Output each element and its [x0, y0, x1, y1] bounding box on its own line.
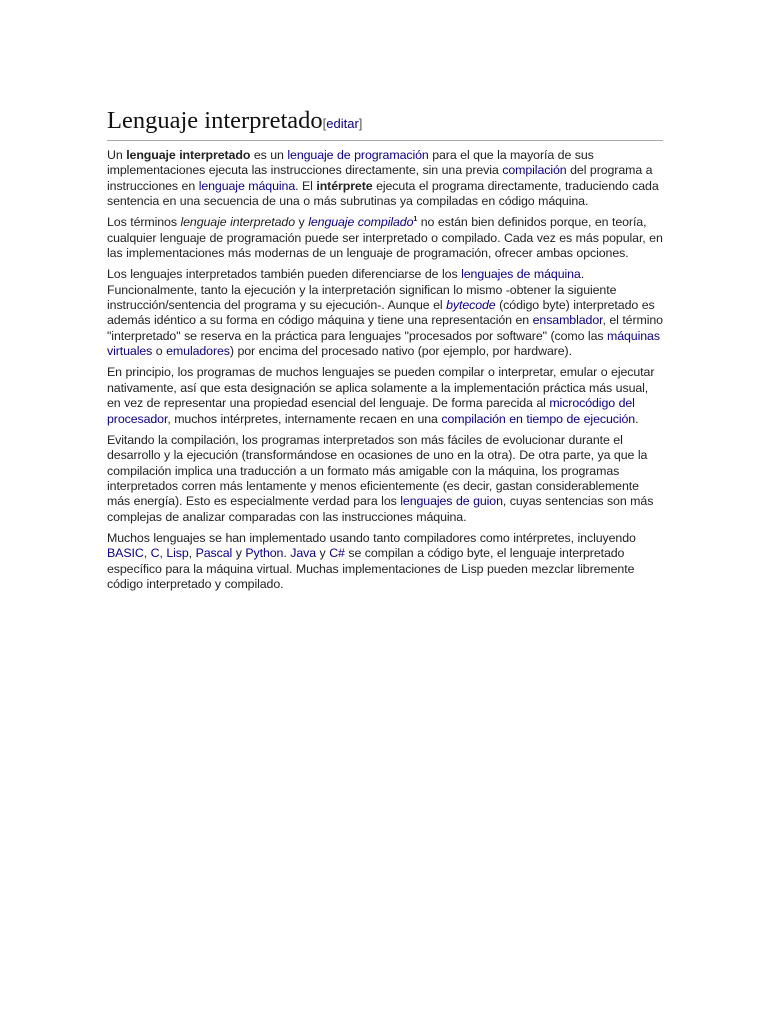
link-maquinas-virtuales[interactable]: máquinas virtuales [107, 328, 660, 359]
edit-section [323, 116, 363, 131]
paragraph-3: Los lenguajes interpretados también pueden diferenciarse de los lenguajes de máquina. Funcionalmente, tanto la ejecución y la interpretación significan lo mismo -obtener la siguiente instrucción/sentencia del programa y su ejecución-. Aunque el bytecode (código byte) interpretado es además idéntico a su forma en código máquina y tiene una representación en ensamblador, el término "interpretado" se reserva en la práctica para lenguajes "procesados por software" (como las máquinas virtuales o emuladores) por encima del procesado nativo (por ejemplo, por hardware). [107, 267, 663, 359]
link-python[interactable]: Python [245, 546, 284, 561]
link-compilacion[interactable]: compilación [502, 163, 567, 178]
article [107, 106, 663, 598]
edit-link[interactable]: editar [326, 116, 359, 131]
paragraph-1: Un lenguaje interpretado es un lenguaje de programación para el que la mayoría de sus implementaciones ejecuta las instrucciones directamente, sin una previa compilación del programa a instrucciones en lenguaje máquina. El intérprete ejecuta el programa directamente, traduciendo cada sentencia en una secuencia de una o más subrutinas ya compiladas en código máquina. [107, 148, 659, 209]
page-title [107, 106, 663, 141]
link-bytecode[interactable]: bytecode [446, 298, 496, 313]
link-lisp[interactable]: Lisp [166, 546, 189, 561]
link-basic[interactable]: BASIC [107, 546, 144, 561]
link-ensamblador[interactable]: ensamblador [532, 313, 603, 328]
bold-term: lenguaje interpretado [126, 148, 251, 162]
link-compilacion-jit[interactable]: compilación en tiempo de ejecución [441, 411, 636, 426]
edit-bracket-open: [ [322, 116, 327, 131]
link-lenguaje-compilado[interactable]: lenguaje compilado [308, 215, 414, 230]
link-pascal[interactable]: Pascal [195, 546, 233, 561]
link-emuladores[interactable]: emuladores [166, 344, 230, 359]
edit-bracket-close: ] [358, 116, 363, 131]
link-lenguajes-de-maquina[interactable]: lenguajes de máquina [461, 267, 581, 282]
bold-interprete: intérprete [316, 178, 373, 193]
link-lenguajes-de-guion[interactable]: lenguajes de guion [400, 494, 503, 509]
footnote-ref[interactable]: 1 [413, 216, 418, 224]
link-csharp[interactable]: C# [329, 546, 345, 561]
title-text: Lenguaje interpretado [107, 107, 323, 134]
article-content [107, 148, 663, 592]
link-microcodigo[interactable]: microcódigo del procesador [107, 396, 635, 426]
paragraph-5: Evitando la compilación, los programas interpretados son más fáciles de evolucionar durante el desarrollo y la ejecución (transformándose en ocasiones de uno en la otra). De otra parte, ya que la compilación implica una traducción a un formato más amigable con la máquina, los programas interpretados corren más lentamente y menos eficientemente (es decir, gastan considerablemente más energía). Esto es especialmente verdad para los lenguajes de guion, cuyas sentencias son más complejas de analizar comparadas con las instrucciones máquina. [107, 432, 654, 524]
paragraph-2: Los términos lenguaje interpretado y lenguaje compilado$^1$ no están bien definidos porque, en teoría, cualquier lenguaje de programación puede ser interpretado o compilado. Cada vez es más popular, en las implementaciones más modernas de un lenguaje de programación, ofrecer ambas opciones. [107, 215, 663, 261]
paragraph-4: En principio, los programas de muchos lenguajes se pueden compilar o interpretar, emular o ejecutar nativamente, así que esta designación se aplica solamente a la implementación práctica más usual, en vez de representar una propiedad esencial del lenguaje. De forma parecida al microcódigo del procesador, muchos intérpretes, internamente recaen en una compilación en tiempo de ejecución. [107, 365, 655, 426]
link-c[interactable]: C [150, 546, 160, 561]
paragraph-6: Muchos lenguajes se han implementado usando tanto compiladores como intérpretes, incluyendo BASIC, C, Lisp, Pascal y Python. Java y C# se compilan a código byte, el lenguaje interpretado específico para la máquina virtual. Muchas implementaciones de Lisp pueden mezclar libremente código interpretado y compilado. [107, 530, 636, 591]
link-java[interactable]: Java [290, 546, 316, 561]
italic-term: lenguaje interpretado [180, 215, 296, 230]
link-lenguaje-de-programacion[interactable]: lenguaje de programación [287, 148, 429, 162]
link-lenguaje-maquina[interactable]: lenguaje máquina [198, 178, 296, 193]
